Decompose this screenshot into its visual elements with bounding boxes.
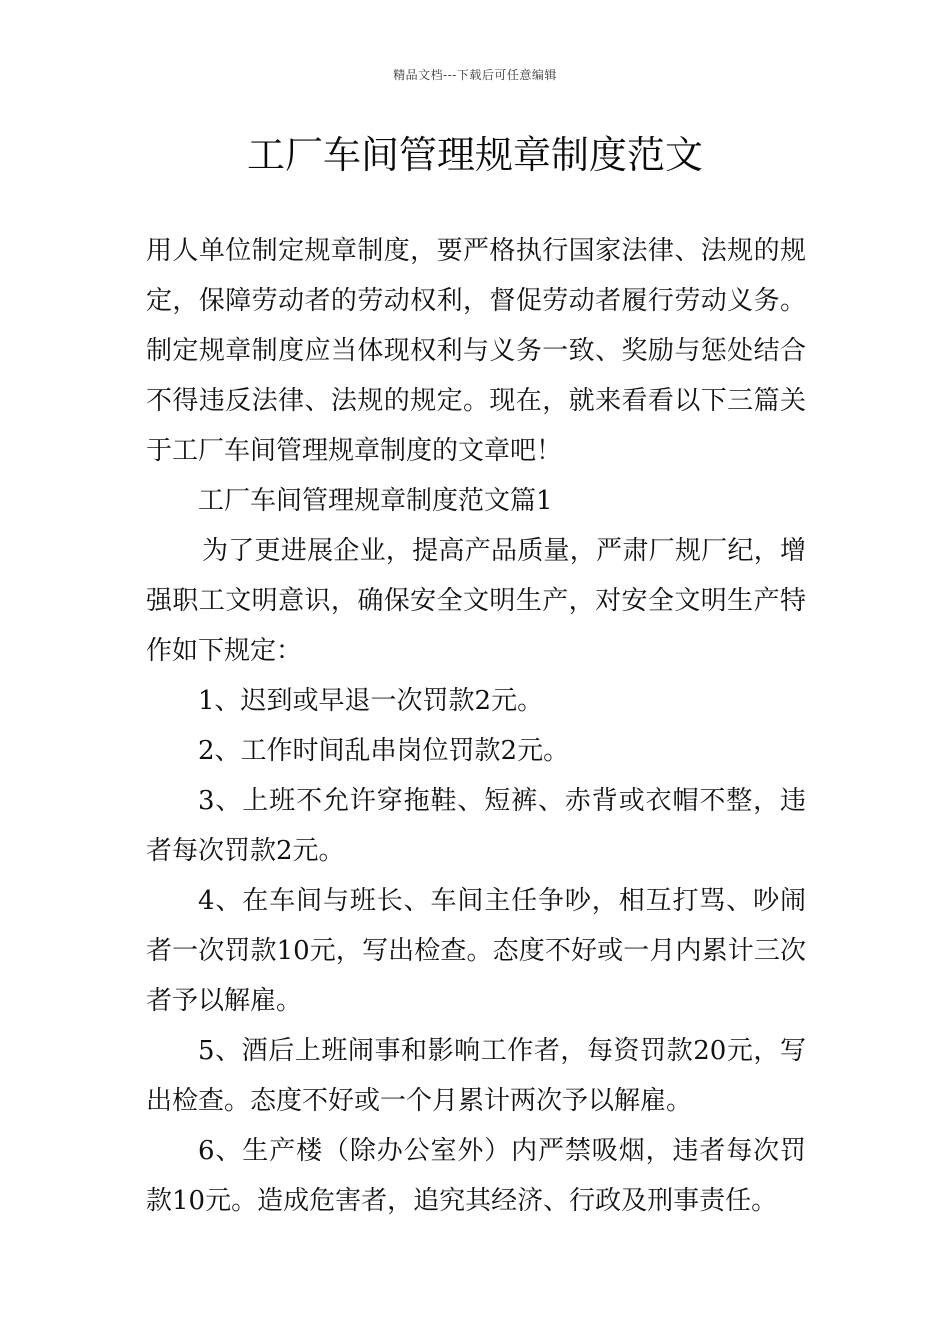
document-title: 工厂车间管理规章制度范文 [246, 133, 703, 177]
rule-item-1: 1、迟到或早退一次罚款2元。 [198, 686, 544, 716]
document-body [146, 226, 806, 1226]
rule-item-2: 2、工作时间乱串岗位罚款2元。 [198, 736, 570, 766]
header-note: 精品文档---下载后可任意编辑 [393, 68, 557, 82]
rule-item-5: 5、酒后上班闹事和影响工作者，每资罚款20元，写出检查。态度不好或一个月累计两次予以解雇。 [146, 1036, 806, 1116]
section-heading: 工厂车间管理规章制度范文篇1 [198, 486, 553, 516]
intro-paragraph: 用人单位制定规章制度，要严格执行国家法律、法规的规定，保障劳动者的劳动权利，督促劳动者履行劳动义务。制定规章制度应当体现权利与义务一致、奖励与惩处结合不得违反法律、法规的规定。现在，就来看看以下三篇关于工厂车间管理规章制度的文章吧！ [146, 236, 806, 466]
section-intro-paragraph: 为了更进展企业，提高产品质量，严肃厂规厂纪，增强职工文明意识，确保安全文明生产，对安全文明生产特作如下规定： [146, 536, 806, 666]
rule-item-4: 4、在车间与班长、车间主任争吵，相互打骂、吵闹者一次罚款10元，写出检查。态度不好或一月内累计三次者予以解雇。 [146, 886, 806, 1016]
rule-item-3: 3、上班不允许穿拖鞋、短裤、赤背或衣帽不整，违者每次罚款2元。 [146, 786, 806, 866]
rule-item-6: 6、生产楼（除办公室外）内严禁吸烟，违者每次罚款10元。造成危害者，追究其经济、行政及刑事责任。 [146, 1136, 806, 1216]
